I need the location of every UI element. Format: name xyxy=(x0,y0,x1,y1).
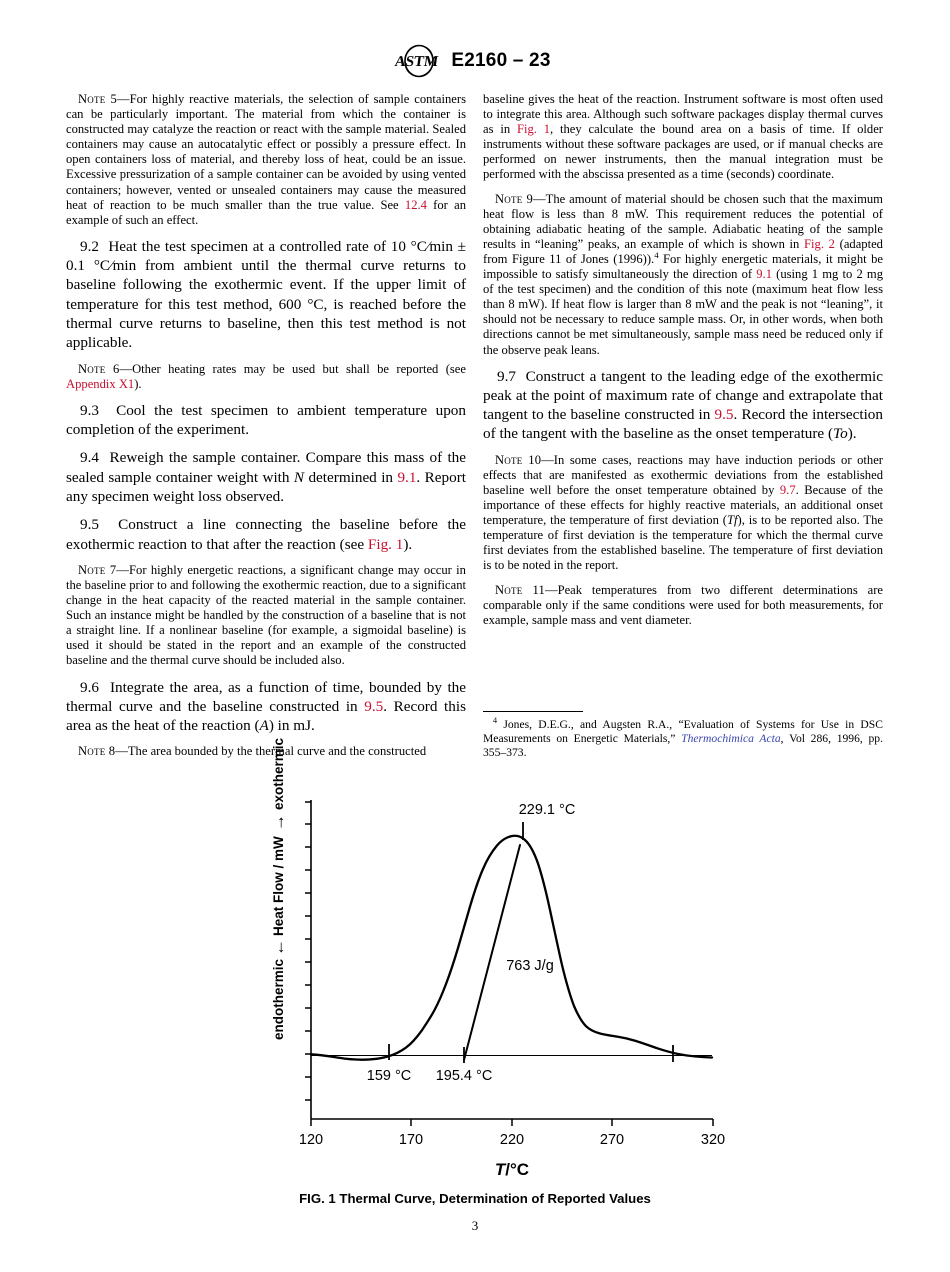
clause-9-4 xyxy=(66,448,466,506)
note-9 xyxy=(483,192,883,358)
footnote-4 xyxy=(483,718,883,760)
clause-9-6-number: 9.6 xyxy=(80,678,99,696)
annotation-onset-temperature: 195.4 °C xyxy=(435,1068,493,1084)
note-9-label: Note 9 xyxy=(495,191,534,206)
note-9-text-c: For highly energetic materials, it might be impossible to satisfy simultaneously the direction of xyxy=(483,251,883,282)
symbol-to: To xyxy=(833,425,848,443)
svg-text:exothermic: exothermic xyxy=(271,737,286,810)
note-6 xyxy=(66,362,466,392)
note-5-text-after: for an example of such an effect. xyxy=(66,197,466,227)
clause-9-6-xref[interactable]: 9.5 xyxy=(364,697,384,715)
clause-9-7-text-c: ). xyxy=(847,425,857,443)
y-axis-ticks xyxy=(305,802,311,1100)
clause-9-5-number: 9.5 xyxy=(80,516,99,534)
clause-9-3-text: Cool the test specimen to ambient temperature upon completion of the experiment. xyxy=(66,401,466,439)
x-axis-tick-labels xyxy=(299,1132,725,1148)
note-10-text-a: —In some cases, reactions may have induction periods or other effects that are manifested as exothermic deviations from the established baseline well before the onset temperature obtained by xyxy=(483,452,883,497)
clause-9-7-text-b: . Record the intersection of the tangent with the baseline as the onset temperature ( xyxy=(483,406,883,443)
clause-9-5-text-a: Construct a line connecting the baseline before the exothermic reaction to that after the reaction (see xyxy=(66,516,467,553)
clause-9-4-text-b: determined in xyxy=(304,468,398,486)
clause-9-7-text-a: Construct a tangent to the leading edge of the exothermic peak at the point of maximum rate of change and extrapolate that tangent to the baseline constructed in xyxy=(483,367,884,424)
x-tick-label-270: 270 xyxy=(599,1132,625,1148)
note-8-cont-xref-fig1[interactable]: Fig. 1 xyxy=(516,122,551,137)
svg-text:→: → xyxy=(269,814,288,831)
baseline-tick-markers xyxy=(389,1044,673,1063)
x-tick-label-320: 320 xyxy=(700,1132,726,1148)
note-6-text: —Other heating rates may be used but shall be reported (see xyxy=(119,361,466,376)
clause-9-4-xref[interactable]: 9.1 xyxy=(397,468,417,486)
note-5 xyxy=(66,92,466,228)
clause-9-7-number: 9.7 xyxy=(497,367,516,385)
clause-9-6-text-b: . Record this area as the heat of the reaction ( xyxy=(66,697,466,735)
clause-9-5-xref-fig1[interactable]: Fig. 1 xyxy=(367,535,404,553)
x-tick-label-120: 120 xyxy=(298,1132,324,1148)
svg-text:ASTM: ASTM xyxy=(394,54,440,70)
thermal-curve-path xyxy=(311,836,712,1060)
note-10-text-b: . Because of the importance of these effects for highly reactive materials, an additional onset temperature, the temperature of first deviation ( xyxy=(483,482,883,528)
figure-caption: FIG. 1 Thermal Curve, Determination of Reported Values xyxy=(299,1191,651,1206)
clause-9-2 xyxy=(66,237,466,353)
note-7 xyxy=(66,563,466,669)
annotation-first-deviation-temperature: 159 °C xyxy=(366,1068,412,1084)
svg-text:Heat Flow / mW: Heat Flow / mW xyxy=(271,836,286,936)
footnote-text-b: , Vol 286, 1996, pp. 355–373. xyxy=(483,732,883,759)
note-11-text: —Peak temperatures from two different determinations are comparable only if the same conditions were used for both measurements, for example, sample mass and vent diameter. xyxy=(483,582,883,627)
clause-9-2-text: Heat the test specimen at a controlled rate of 10 °C⁄min ± 0.1 °C⁄min from ambient until the thermal curve returns to baseline following the exothermic event. If the upper limit of temperature for this test method, 600 °C, is reached before the thermal curve returns to baseline, then this test method is not applicable. xyxy=(66,237,467,352)
clause-9-6-text-c: ) in mJ. xyxy=(268,717,315,735)
note-8-label: Note 8 xyxy=(78,744,116,759)
note-11-label: Note 11 xyxy=(495,582,545,597)
clause-9-4-number: 9.4 xyxy=(80,449,99,467)
note-8-cont-text-a: baseline gives the heat of the reaction. Instrument software is most often used to integrate this area. Although such software packages display thermal curves as in xyxy=(483,92,883,137)
note-8-cont-text-b: , they calculate the bound area on a basis of time. If older instruments without these software packages are used, or if manual checks are performed on newer instruments, then the manual integration must be performed with the abscissa presented as a time (seconds) coordinate. xyxy=(483,122,883,182)
clause-9-5-text-b: ). xyxy=(403,535,413,553)
clause-9-6 xyxy=(66,678,466,736)
note-11 xyxy=(483,583,883,628)
symbol-n: N xyxy=(293,468,305,486)
note-9-text-d: (using 1 mg to 2 mg of the test specimen) and the condition of this note (maximum heat flow less than 8 mW). If heat flow is larger than 8 mW and the peak is not “leaning”, it should not be necessary to reduce sample mass. Or, in other words, when both directions cannot be met simultaneously, sample mass need be reduced only if the observe peak leans. xyxy=(483,267,884,357)
note-10-text-c: ), is to be reported also. The temperature of first deviation is the temperature for which the thermal curve first deviates from the established baseline. The temperature of first deviation is to be noted in the report. xyxy=(483,513,884,573)
footnote-rule xyxy=(483,711,583,712)
tangent-line xyxy=(464,845,520,1060)
clause-9-3-number: 9.3 xyxy=(80,401,99,419)
svg-text:←: ← xyxy=(269,939,288,956)
clause-9-5 xyxy=(66,515,466,554)
footnote-marker-4: 4 xyxy=(493,716,498,726)
note-7-text: —For highly energetic reactions, a significant change may occur in the baseline prior to and following the exothermic reaction, due to a significant change in the heat capacity of the reacted material in the sample container. Such an instance might be handled by the construction of a baseline that is not a straight line. If a nonlinear baseline (for example, a sigmoidal baseline) is used it should be stated in the report and an example of the constructed baseline and the thermal curve should be included also. xyxy=(66,562,466,668)
symbol-tf: Tf xyxy=(726,513,738,528)
x-tick-label-220: 220 xyxy=(499,1132,525,1148)
note-10-label: Note 10 xyxy=(495,452,542,467)
note-9-xref-fig2[interactable]: Fig. 2 xyxy=(804,236,835,251)
note-8-text: —The area bounded by the thermal curve and the constructed xyxy=(115,744,427,759)
note-9-text-a: —The amount of material should be chosen such that the maximum heat flow is less than 8 mW. This requirement reduces the potential of obtaining adiabatic heating of the sample. Adiabatic heating of the sample results in “leaning” peaks, an example of which is shown in xyxy=(483,191,883,251)
svg-text:endothermic: endothermic xyxy=(271,958,286,1040)
clause-9-4-text-a: Reweigh the sample container. Compare this mass of the sealed sample container weight with xyxy=(66,449,466,486)
footnote-text-a: Jones, D.E.G., and Augsten R.A., “Evaluation of Systems for Use in DSC Measurements on Energetic Materials,” xyxy=(483,718,883,745)
note-6-text-after: ). xyxy=(134,376,142,391)
clause-9-6-text-a: Integrate the area, as a function of time, bounded by the thermal curve and the baseline constructed in xyxy=(66,678,467,715)
y-axis-label xyxy=(269,737,288,1040)
x-tick-label-170: 170 xyxy=(398,1132,424,1148)
note-10 xyxy=(483,453,883,574)
symbol-a: A xyxy=(259,717,269,735)
note-7-label: Note 7 xyxy=(78,562,117,577)
note-8-continuation xyxy=(483,92,883,183)
clause-9-2-number: 9.2 xyxy=(80,237,99,255)
note-6-xref[interactable]: Appendix X1 xyxy=(66,376,135,391)
note-10-xref[interactable]: 9.7 xyxy=(779,482,796,497)
clause-9-4-text-c: . Report any specimen weight loss observed. xyxy=(66,468,466,505)
clause-9-7 xyxy=(483,367,883,444)
note-9-xref-91[interactable]: 9.1 xyxy=(756,267,772,282)
annotation-peak-temperature: 229.1 °C xyxy=(518,802,576,818)
left-column xyxy=(66,92,466,760)
note-9-text-b: (adapted from Figure 11 of Jones (1996)). xyxy=(483,236,883,266)
astm-logo-icon xyxy=(394,44,440,78)
note-5-xref[interactable]: 12.4 xyxy=(404,197,427,212)
page-header xyxy=(0,44,950,78)
clause-9-3 xyxy=(66,401,466,440)
note-5-text: —For highly reactive materials, the selection of sample containers can be particularly important. The material from which the container is constructed may catalyze the reaction or react with the sample material. Sealed containers may cause an autocatalytic effect or possibly a pressure effect. In open containers loss of material, and thereby loss of heat, could be an issue. Excessive pressurization of a sample container can be avoided by using vented containers; however, vented or unsealed containers may cause the measured heat of reaction to be much smaller than the true value. See xyxy=(66,92,466,212)
footnote-marker-4-inline[interactable]: 4 xyxy=(654,249,659,260)
footnote-block xyxy=(483,711,883,760)
x-axis-ticks xyxy=(311,1119,713,1126)
page-number: 3 xyxy=(471,1218,479,1233)
journal-link[interactable]: Thermochimica Acta xyxy=(681,732,781,745)
x-axis-title: T/°C xyxy=(494,1160,530,1179)
annotation-heat-of-reaction: 763 J/g xyxy=(506,958,554,974)
clause-9-7-xref[interactable]: 9.5 xyxy=(714,406,734,424)
note-6-label: Note 6 xyxy=(78,361,120,376)
document-designation: E2160 – 23 xyxy=(451,50,551,71)
right-column xyxy=(483,92,883,628)
note-8 xyxy=(66,744,466,759)
note-5-label: Note 5 xyxy=(78,92,118,106)
